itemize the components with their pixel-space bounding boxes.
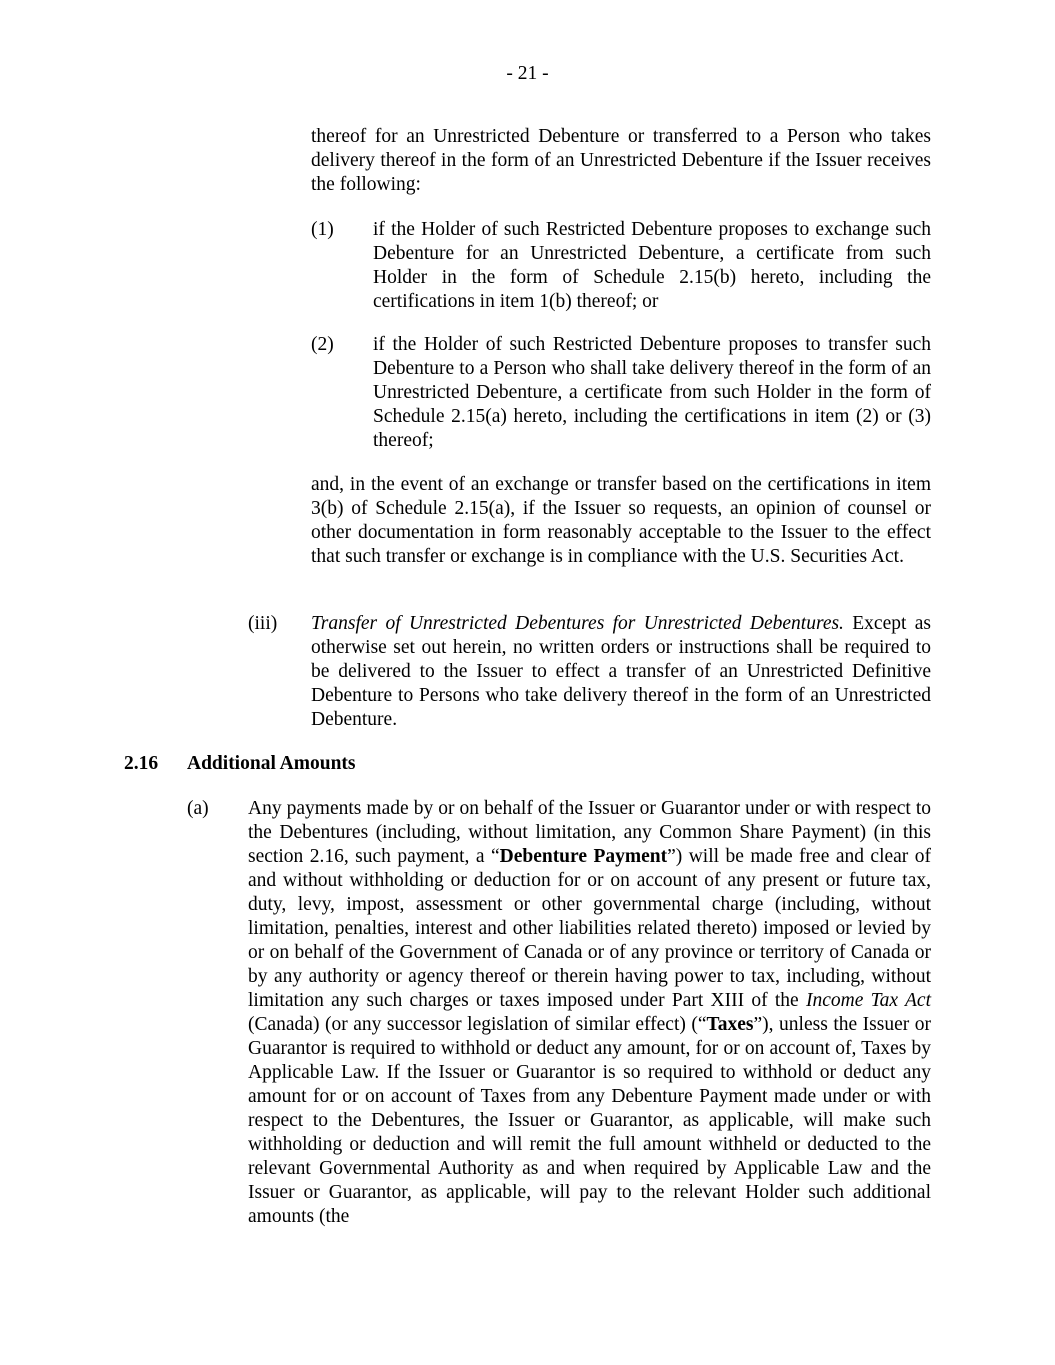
subsection-iii-number: (iii) — [248, 613, 278, 634]
and-paragraph: and, in the event of an exchange or transfer based on the certifications in item 3(b) of Schedule 2.15(a), if the Issuer so requests, an opinion of counsel or other documentation in form reasonably acceptable to the Issuer to the effect that such transfer or exchange is in compliance with the U.S. Securities Act. — [311, 474, 931, 567]
section-title: Additional Amounts — [187, 753, 356, 774]
paragraph-a-number: (a) — [187, 798, 209, 819]
paragraph-a-part-2: ”) will be made free and clear of and without withholding or deduction for or on account of any present or future tax, duty, levy, impost, assessment or other governmental charge (including, without limitation, penalties, interest and other liabilities related thereto) imposed or levied by or on behalf of the Government of Canada or of any province or territory of Canada or by any authority or agency thereof or therein having power to tax, including, without limitation any such charges or taxes imposed under Part XIII of the — [248, 846, 932, 1011]
item-2-number: (2) — [311, 334, 334, 355]
item-2-text: if the Holder of such Restricted Debenture proposes to transfer such Debenture to a Person who shall take delivery thereof in the form of an Unrestricted Debenture, a certificate from such Holder in the form of Schedule 2.15(a) hereto, including the certifications in item (2) or (3) thereof; — [373, 334, 931, 451]
paragraph-a-text — [248, 797, 931, 1229]
paragraph-a-part-3: (Canada) (or any successor legislation of similar effect) (“ — [248, 1014, 707, 1035]
defined-term-debenture-payment: Debenture Payment — [499, 846, 668, 867]
section-number: 2.16 — [124, 753, 159, 774]
subsection-iii-text: Except as otherwise set out herein, no written orders or instructions shall be required to be delivered to the Issuer to effect a transfer of an Unrestricted Definitive Debenture to Persons who take delivery thereof in the form of an Unrestricted Debenture. — [311, 613, 931, 730]
defined-term-taxes: Taxes — [706, 1014, 754, 1035]
paragraph-a-part-4: ”), unless the Issuer or Guarantor is required to withhold or deduct any amount, for or on account of, Taxes by Applicable Law. If the Issuer or Guarantor is so required to withhold or deduct any amount for or on account of Taxes from any Debenture Payment made under or with respect to the Debentures, the Issuer or Guarantor, as applicable, will make such withholding or deduction and will remit the full amount withheld or deducted to the relevant Governmental Authority as and when required by Applicable Law and the Issuer or Guarantor, as applicable, will pay to the relevant Holder such additional amounts (the — [248, 1014, 931, 1227]
subsection-iii-paragraph — [311, 612, 931, 732]
paragraph-a-part-1: Any payments made by or on behalf of the Issuer or Guarantor under or with respect to the Debentures (including, without limitation, any Common Share Payment) (in this section 2.16, such payment, a “ — [248, 798, 931, 867]
item-1-number: (1) — [311, 219, 334, 240]
page-number: - 21 - — [506, 63, 549, 84]
item-1-text: if the Holder of such Restricted Debenture proposes to exchange such Debenture for an Unrestricted Debenture, a certificate from such Holder in the form of Schedule 2.15(b) hereto, including the certifications in item 1(b) thereof; or — [373, 219, 931, 312]
subsection-iii-title: Transfer of Unrestricted Debentures for Unrestricted Debentures. — [311, 613, 844, 634]
statute-name: Income Tax Act — [805, 990, 931, 1011]
continuation-paragraph: thereof for an Unrestricted Debenture or transferred to a Person who takes delivery thereof in the form of an Unrestricted Debenture if the Issuer receives the following: — [311, 126, 931, 195]
